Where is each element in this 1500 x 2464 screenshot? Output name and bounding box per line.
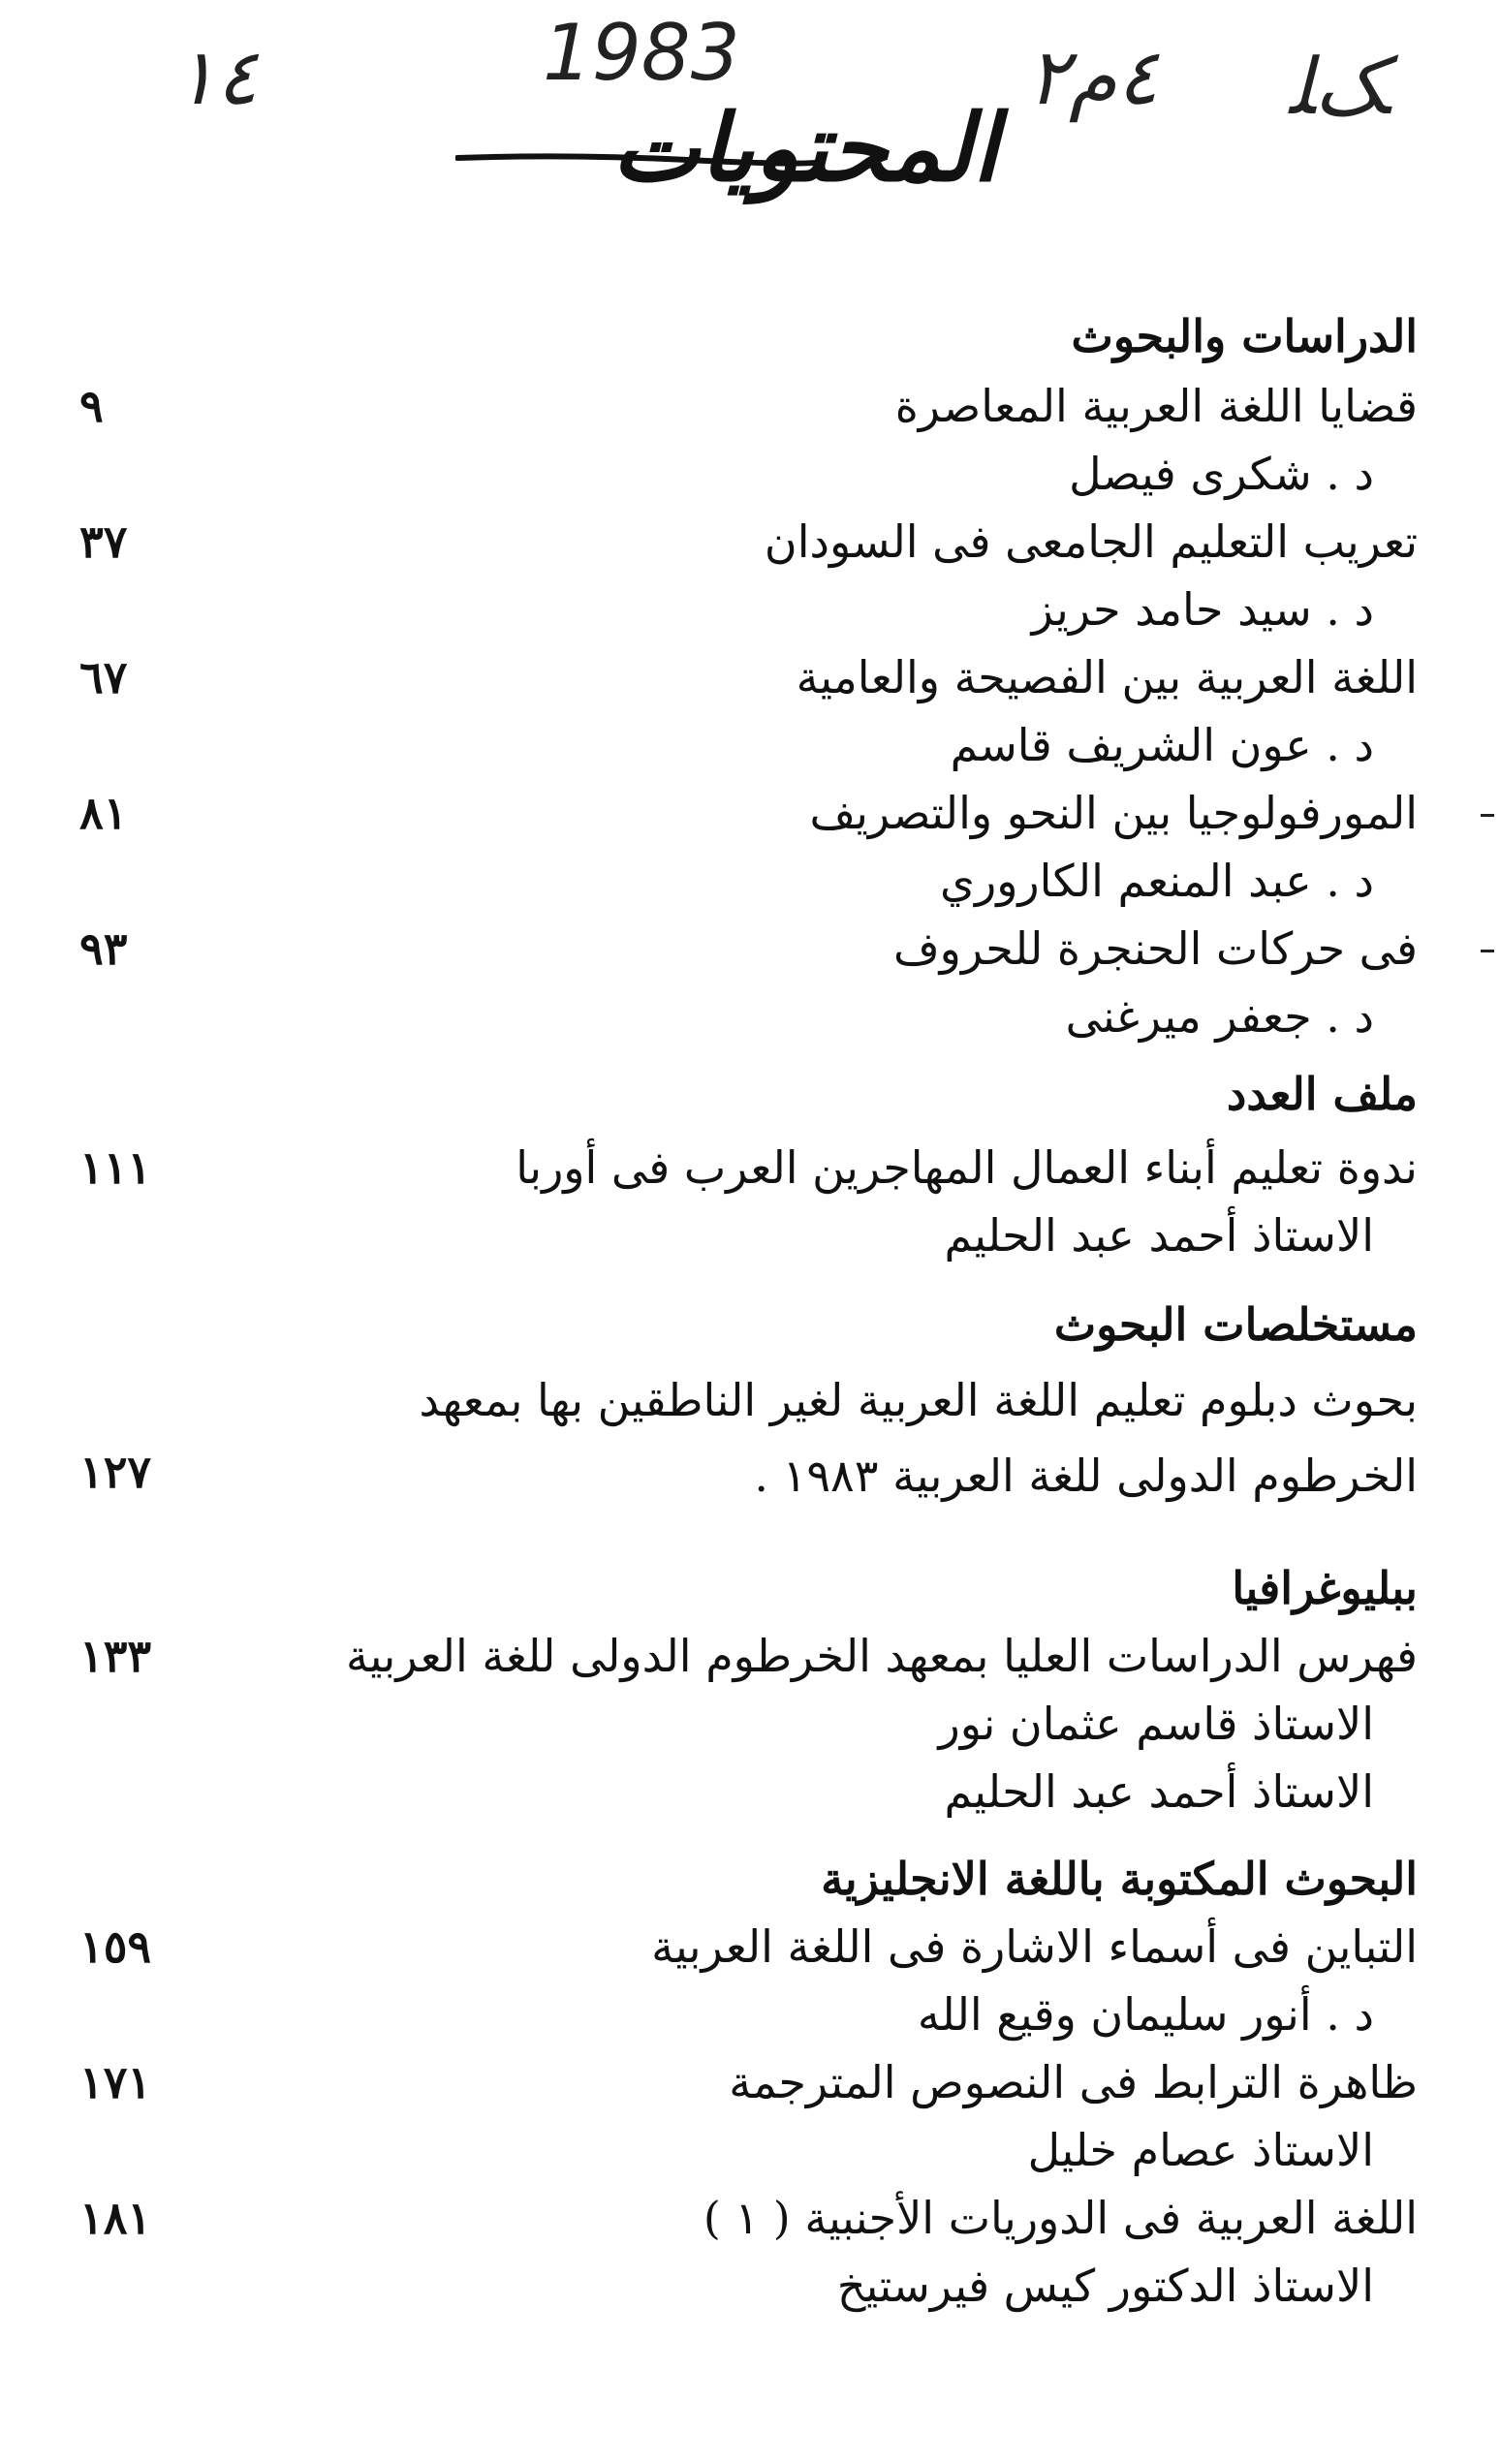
section-heading: مستخلصات البحوث bbox=[1053, 1298, 1418, 1351]
page-number: ١٣٣ bbox=[79, 1630, 152, 1682]
page-number: ٩٣ bbox=[79, 922, 128, 975]
entry-author: الاستاذ الدكتور كيس فيرستيخ bbox=[836, 2260, 1374, 2312]
entry-title: اللغة العربية بين الفصيحة والعامية bbox=[796, 651, 1418, 703]
margin-mark bbox=[1481, 814, 1494, 817]
entry-title: فى حركات الحنجرة للحروف bbox=[893, 922, 1418, 975]
entry-title: ظاهرة الترابط فى النصوص المترجمة bbox=[729, 2056, 1418, 2108]
page-number: ١٨١ bbox=[79, 2192, 152, 2244]
entry-title: التباين فى أسماء الاشارة فى اللغة العربية bbox=[651, 1920, 1418, 1973]
entry-author: الاستاذ عصام خليل bbox=[1027, 2124, 1374, 2176]
entry-author: الاستاذ قاسم عثمان نور bbox=[938, 1698, 1374, 1750]
handwritten-year: 1983 bbox=[543, 8, 740, 98]
entry-title: قضايا اللغة العربية المعاصرة bbox=[894, 380, 1418, 432]
entry-author: د . شكرى فيصل bbox=[1069, 448, 1374, 500]
entry-author: د . عبد المنعم الكاروري bbox=[939, 855, 1374, 907]
entry-author: د . أنور سليمان وقيع الله bbox=[917, 1988, 1374, 2041]
page-number: ١٢٧ bbox=[79, 1446, 152, 1498]
handwritten-note: ﮏﻠ bbox=[1289, 42, 1385, 132]
handwritten-note: ٤م٢ bbox=[1027, 32, 1159, 122]
page-number: ٦٧ bbox=[79, 651, 128, 703]
entry-title: اللغة العربية فى الدوريات الأجنبية ( ١ ) bbox=[703, 2192, 1418, 2244]
page-number: ٨١ bbox=[79, 787, 128, 839]
page-number: ١٥٩ bbox=[79, 1920, 152, 1973]
entry-title: فهرس الدراسات العليا بمعهد الخرطوم الدولى للغة العربية bbox=[346, 1630, 1418, 1682]
entry-author: د . جعفر ميرغنى bbox=[1065, 990, 1374, 1043]
entry-title: تعريب التعليم الجامعى فى السودان bbox=[764, 515, 1418, 568]
page-number: ١١١ bbox=[79, 1141, 152, 1194]
page-title: المحتويات bbox=[611, 93, 998, 203]
page-number: ٣٧ bbox=[79, 515, 128, 568]
entry-author: د . سيد حامد حريز bbox=[1031, 583, 1374, 636]
page-number: ٩ bbox=[79, 380, 104, 432]
section-heading: ببليوغرافيا bbox=[1232, 1562, 1418, 1614]
page-title-block bbox=[455, 92, 998, 228]
table-of-contents bbox=[0, 291, 1500, 2403]
section-heading: الدراسات والبحوث bbox=[1071, 310, 1418, 362]
section-heading: البحوث المكتوبة باللغة الانجليزية bbox=[821, 1853, 1418, 1905]
entry-author: الاستاذ أحمد عبد الحليم bbox=[944, 1209, 1374, 1262]
section-heading: ملف العدد bbox=[1226, 1068, 1418, 1120]
entry-author: د . عون الشريف قاسم bbox=[950, 719, 1374, 771]
page-number: ١٧١ bbox=[79, 2056, 152, 2108]
entry-title: ندوة تعليم أبناء العمال المهاجرين العرب فى أوربا bbox=[516, 1141, 1418, 1194]
entry-title: بحوث دبلوم تعليم اللغة العربية لغير الناطقين بها بمعهد الخرطوم الدولى للغة العربية ١٩٨٣ . bbox=[419, 1374, 1418, 1502]
margin-mark bbox=[1481, 950, 1494, 952]
entry-author: الاستاذ أحمد عبد الحليم bbox=[944, 1765, 1374, 1818]
entry-title: المورفولوجيا بين النحو والتصريف bbox=[809, 787, 1418, 839]
handwritten-note: ١٤ bbox=[174, 32, 258, 122]
